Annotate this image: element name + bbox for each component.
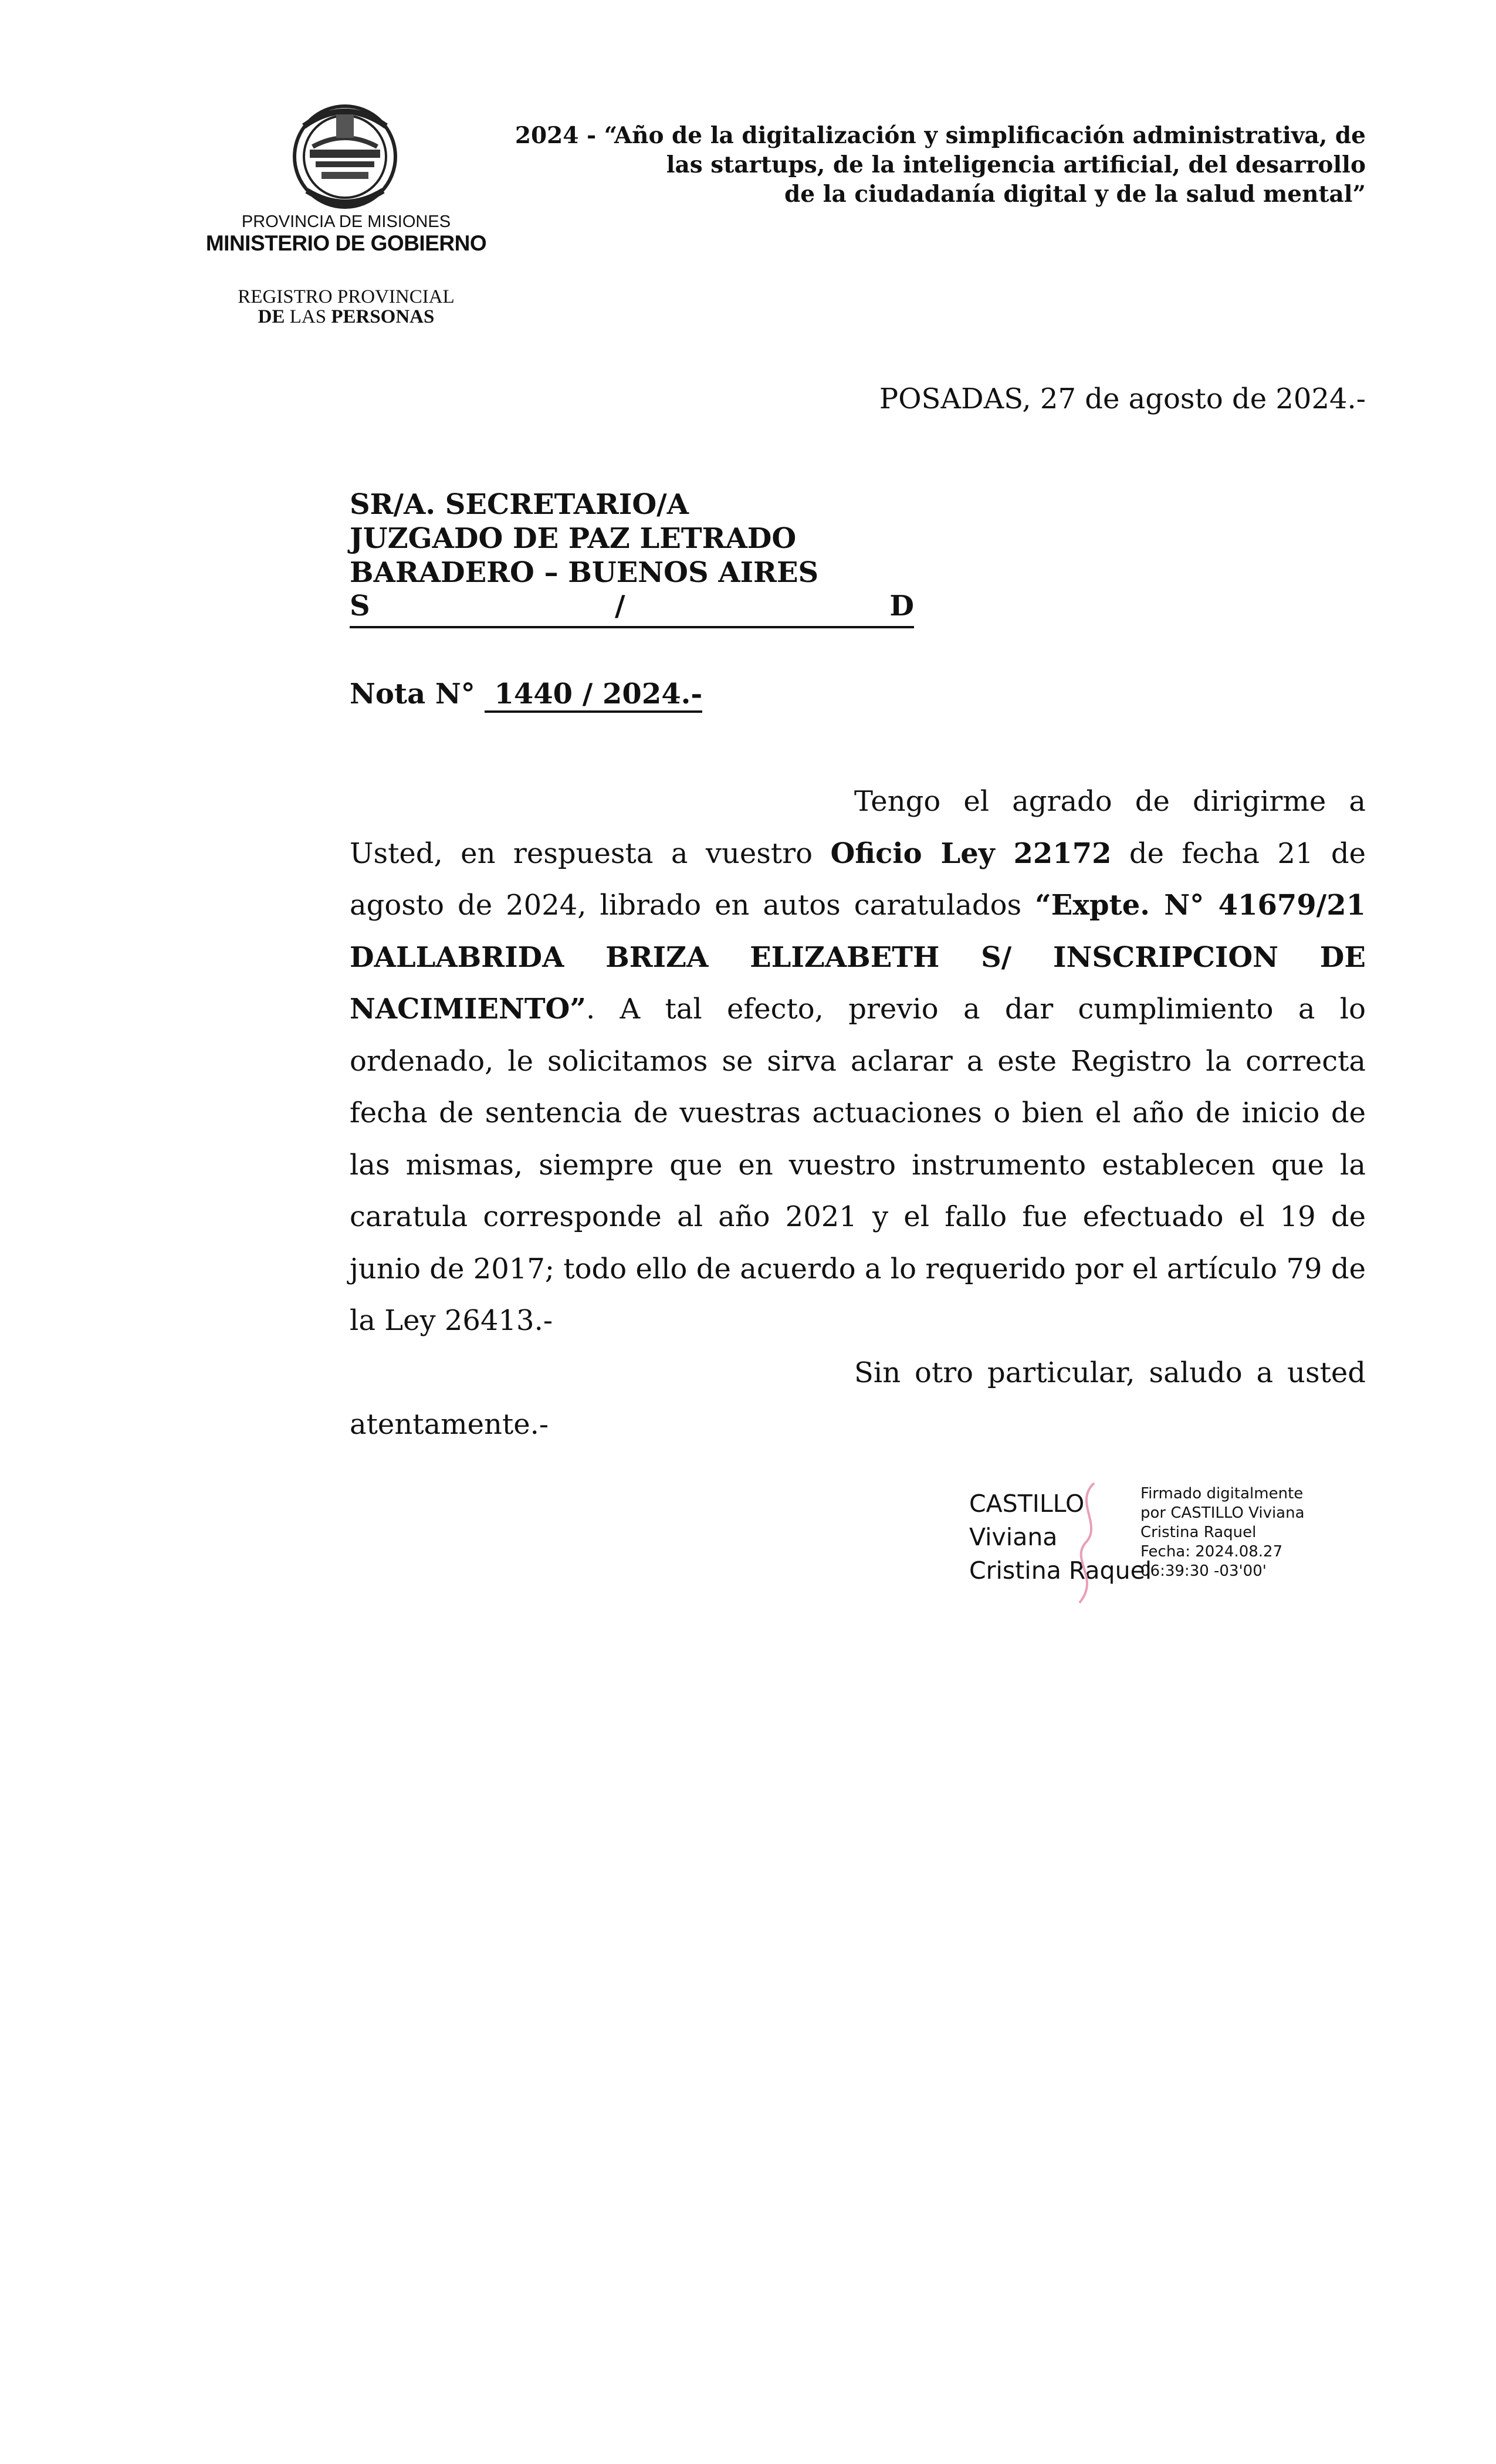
su-despacho-line bbox=[350, 590, 914, 628]
year-motto bbox=[446, 121, 1366, 209]
signer-name: CASTILLO Viviana Cristina Raquel bbox=[969, 1490, 1152, 1585]
addressee-line-2: JUZGADO DE PAZ LETRADO bbox=[350, 522, 797, 555]
motto-line-1: 2024 - “Año de la digitalización y simplificación administrativa, de bbox=[515, 122, 1366, 149]
motto-line-3: de la ciudadanía digital y de la salud mental” bbox=[784, 181, 1366, 208]
province-seal-logo bbox=[286, 103, 404, 213]
nota-label: Nota N° bbox=[350, 678, 485, 710]
ministry-name: MINISTERIO DE GOBIERNO bbox=[205, 231, 487, 255]
province-name: PROVINCIA DE MISIONES bbox=[241, 212, 451, 231]
closing-paragraph: Sin otro particular, saludo a usted atentamente.- bbox=[350, 1356, 1366, 1441]
date-line: POSADAS, 27 de agosto de 2024.- bbox=[879, 383, 1366, 415]
registry-name-line-1: REGISTRO PROVINCIAL bbox=[238, 286, 455, 307]
nota-number: 1440 / 2024.- bbox=[485, 678, 702, 713]
digital-signature-details: Firmado digitalmente por CASTILLO Viviana Cristina Raquel Fecha: 2024.08.27 06:39:30 -03'00' bbox=[1140, 1485, 1305, 1580]
letter-body bbox=[350, 776, 1366, 1451]
sd-s: S bbox=[350, 590, 370, 622]
body-paragraph-1: Tengo el agrado de dirigirme a Usted, en respuesta a vuestro Oficio Ley 22172 de fecha 21 de agosto de 2024, librado en autos caratulados “Expte. N° 41679/21 DALLABRIDA BRIZA ELIZABETH S/ INSCRIPCION DE NACIMIENTO”. A tal efecto, previo a dar cumplimiento a lo ordenado, le solicitamos se sirva aclarar a este Registro la correcta fecha de sentencia de vuestras actuaciones o bien el año de inicio de las mismas, siempre que en vuestro instrumento establecen que la caratula corresponde al año 2021 y el fallo fue efectuado el 19 de junio de 2017; todo ello de acuerdo a lo requerido por el artículo 79 de la Ley 26413.- bbox=[350, 785, 1366, 1337]
addressee-line-1: SR/A. SECRETARIO/A bbox=[350, 488, 689, 521]
nota-number-line bbox=[350, 678, 702, 710]
signature-scribble-icon bbox=[1068, 1478, 1109, 1607]
registry-name-line-2: DE LAS PERSONAS bbox=[258, 306, 435, 327]
sd-slash: / bbox=[615, 590, 625, 622]
motto-line-2: las startups, de la inteligencia artificial, del desarrollo bbox=[666, 151, 1366, 178]
addressee-line-3: BARADERO – BUENOS AIRES bbox=[350, 556, 819, 589]
sd-d: D bbox=[889, 590, 914, 622]
